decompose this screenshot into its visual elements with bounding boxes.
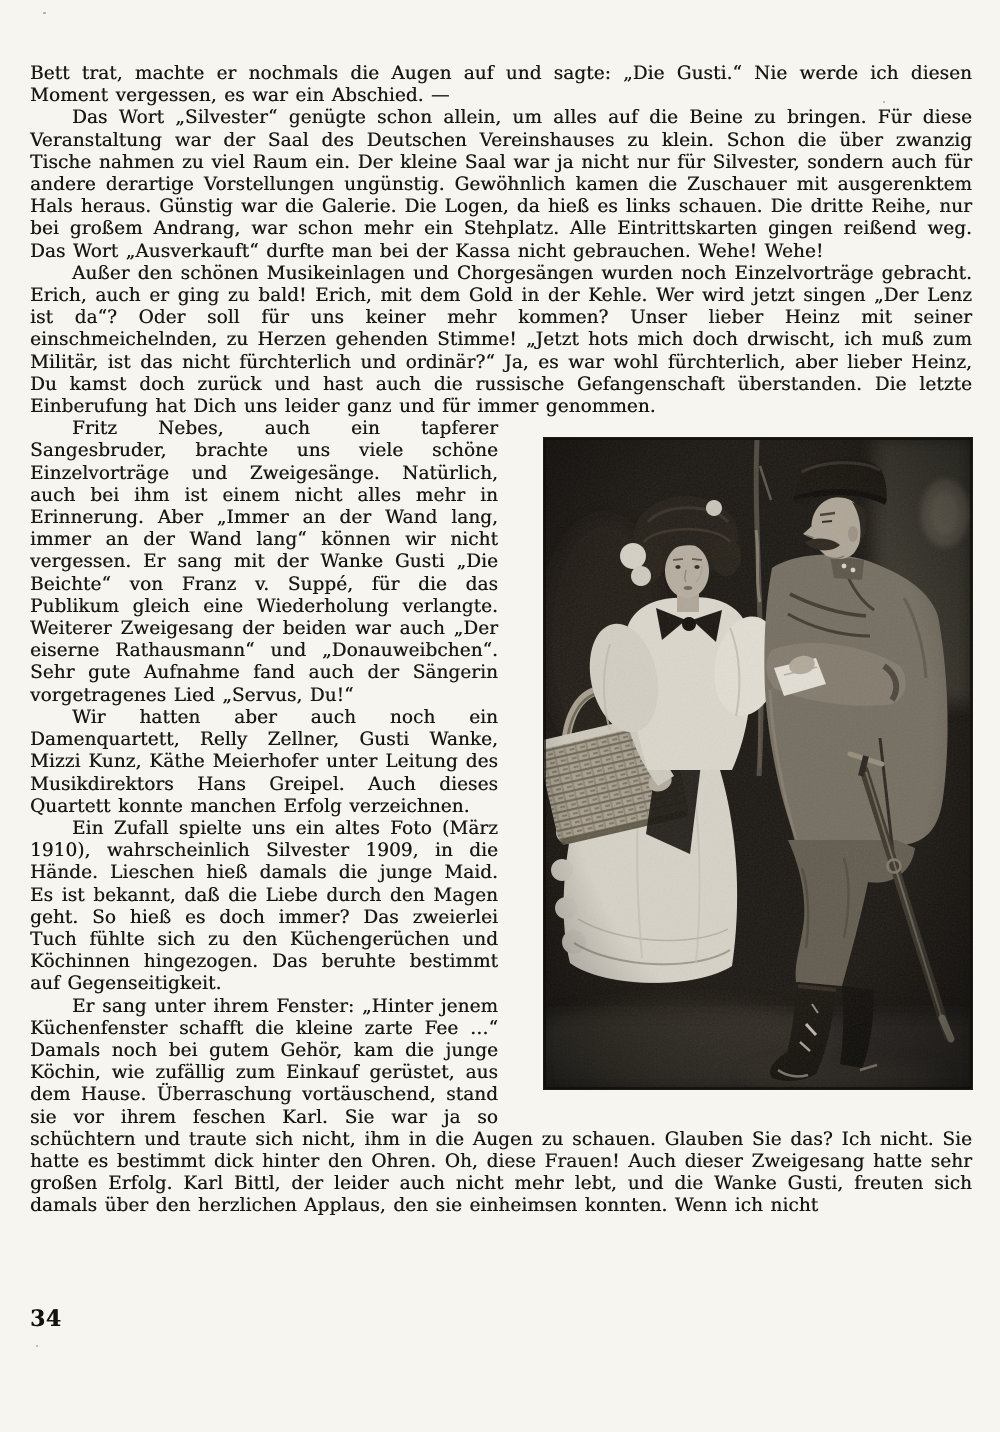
paragraph-damenquartett: Wir hatten aber auch noch ein Damenquartett, Relly Zellner, Gusti Wanke, Mizzi Kunz, Käthe Meierhofer unter Leitung des Musikdirektors Hans Greipel. Auch dieses Quartett konnte manchen Erfolg verzeichnen.	[30, 706, 498, 817]
photo-couple	[544, 438, 972, 1089]
paragraph-silvester: Das Wort „Silvester“ genügte schon allein, um alles auf die Beine zu bringen. Für diese Veranstaltung war der Saal des Deutschen Vereinshauses zu klein. Schon die über zwanzig Tische nahmen zu viel Raum ein. Der kleine Saal war ja nicht nur für Silvester, sondern auch für andere derartige Vorstellungen ungünstig. Gewöhnlich kamen die Zuschauer mit ausgerenktem Hals heraus. Günstig war die Galerie. Die Logen, da hieß es links schauen. Die dritte Reihe, nur bei großem Andrang, war schon mehr ein Stehplatz. Alle Eintrittskarten gingen reißend weg. Das Wort „Ausverkauft“ durfte man bei der Kassa nicht gebrauchen. Wehe! Wehe!	[30, 107, 972, 262]
page-number: 34	[30, 1306, 62, 1332]
paragraph-musikeinlagen: Außer den schönen Musikeinlagen und Chorgesängen wurden noch Einzelvorträge gebracht. Erich, auch er ging zu bald! Erich, mit dem Gold in der Kehle. Wer wird jetzt singen „Der Lenz ist da“? Oder soll für uns keiner mehr kommen? Unser lieber Heinz mit seiner einschmeichelnden, zu Herzen gehenden Stimme! „Jetzt hots mich doch drwischt, ich muß zum Militär, ist das nicht fürchterlich und ordinär?“ Ja, es war wohl fürchterlich, aber lieber Heinz, Du kamst doch zurück und hast auch die russische Gefangenschaft überstanden. Die letzte Einberufung hat Dich uns leider ganz und für immer genommen.	[30, 262, 972, 418]
paragraph-continuation-top: Bett trat, machte er nochmals die Augen auf und sagte: „Die Gusti.“ Nie werde ich diesen Moment vergessen, es war ein Abschied. —	[30, 63, 972, 107]
article-body	[30, 63, 972, 1218]
paragraph-altes-foto: Ein Zufall spielte uns ein altes Foto (März 1910), wahrscheinlich Silvester 1909, in die Hände. Lieschen hieß damals die junge Maid. Es ist bekannt, daß die Liebe durch den Magen geht. So hieß es doch immer? Das zweierlei Tuch fühlte sich zu den Küchengerüchen und Köchinnen hingezogen. Das beruhte bestimmt auf Gegenseitigkeit.	[30, 817, 498, 995]
scan-speck	[36, 1345, 38, 1347]
film-grain-overlay	[544, 438, 972, 1089]
scan-speck	[883, 101, 885, 103]
paragraph-karl-und-koechin: Er sang unter ihrem Fenster: „Hinter jenem Küchenfenster schafft die kleine zarte Fee …“ Damals noch bei gutem Gehör, kam die junge Köchin, wie zufällig zum Einkauf gerüstet, aus dem Hause. Überraschung vortäuschend, stand sie vor ihrem feschen Karl. Sie war ja so schüchtern und traute sich nicht, ihm in die Augen zu schauen. Glauben Sie das? Ich nicht. Sie hatte es bestimmt dick hinter den Ohren. Oh, diese Frauen! Auch dieser Zweigesang hatte sehr großen Erfolg. Karl Bittl, der leider auch nicht mehr lebt, und die Wanke Gusti, freuten sich damals über den herzlichen Applaus, den sie einheimsen konnten. Wenn ich nicht	[30, 995, 972, 1217]
scan-speck	[43, 12, 46, 14]
paragraph-fritz-nebes: Fritz Nebes, auch ein tapferer Sangesbruder, brachte uns viele schöne Einzelvorträge und Zweigesänge. Natürlich, auch bei ihm ist einem nicht alles mehr in Erinnerung. Aber „Immer an der Wand lang, immer an der Wand lang“ können wir nicht vergessen. Er sang mit der Wanke Gusti „Die Beichte“ von Franz v. Suppé, für die das Publikum gleich eine Wiederholung verlangte. Weiterer Zweigesang der beiden war auch „Der eiserne Rathausmann“ und „Donauweibchen“. Sehr gute Aufnahme fand auch der Sängerin vorgetragenes Lied „Servus, Du!“	[30, 418, 498, 706]
photo-illustration	[544, 438, 972, 1089]
